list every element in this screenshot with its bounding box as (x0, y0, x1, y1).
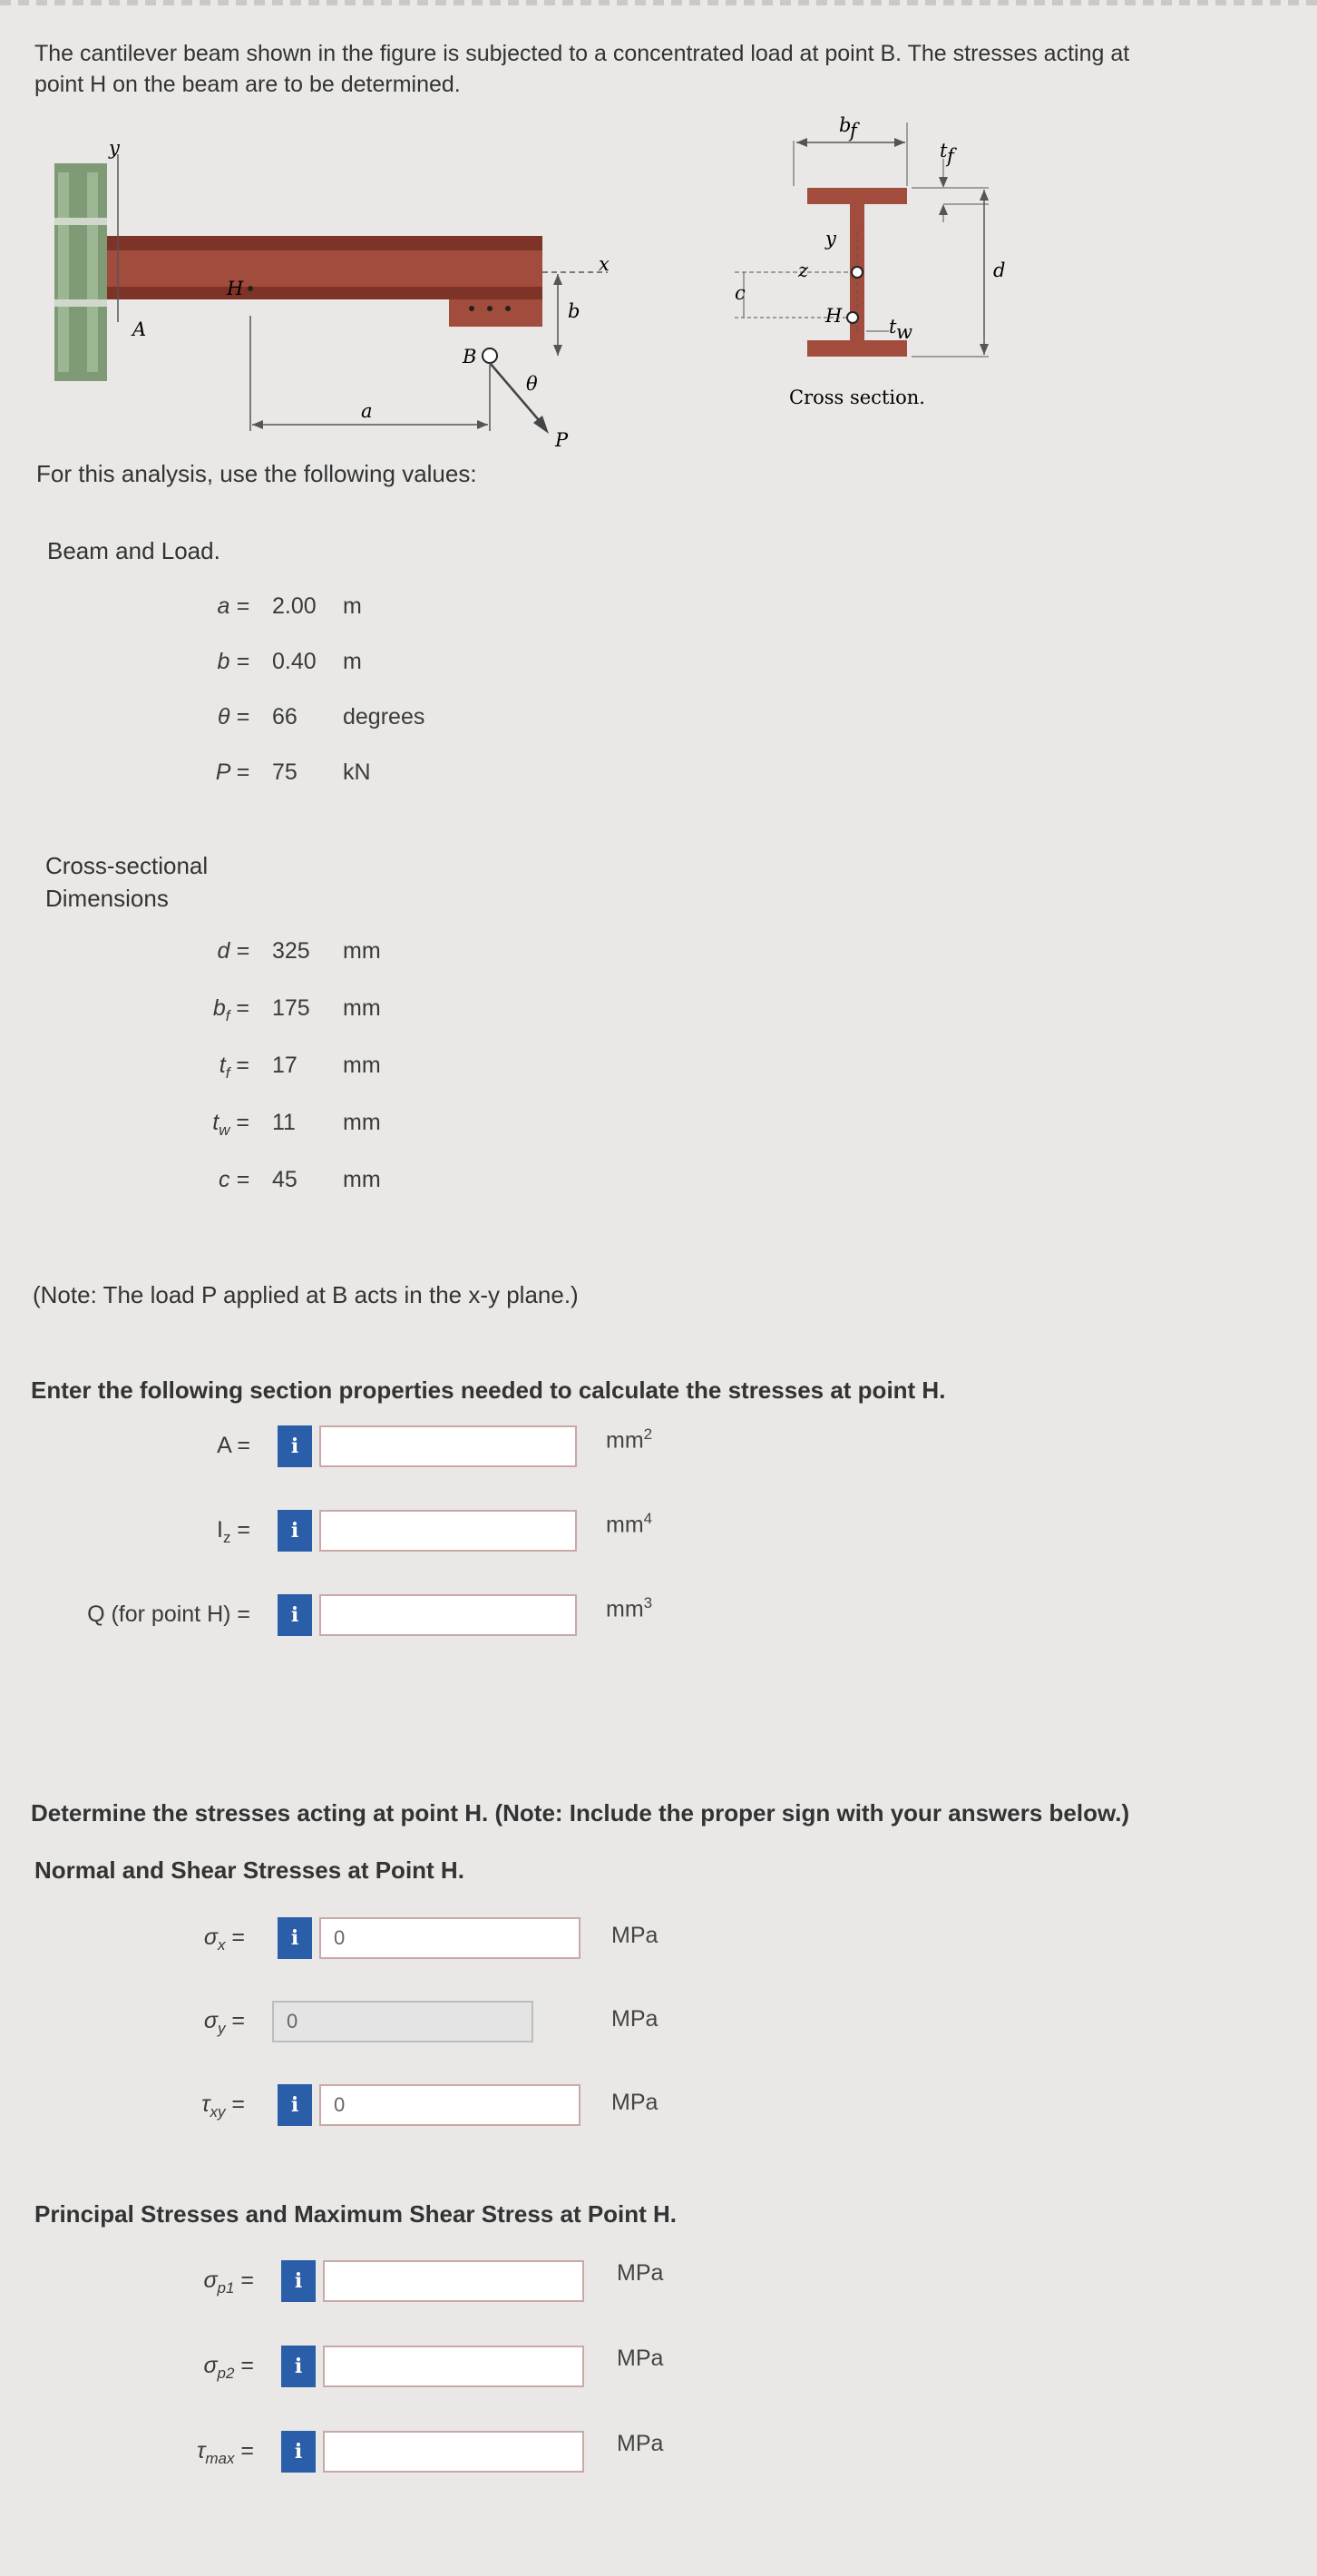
principal-label: $\sigma_{p2}$ = (203, 2353, 254, 2382)
section-prop-unit: $mm^3$ (606, 1594, 653, 1622)
cs-tf: t (940, 140, 948, 162)
section-prop-row (0, 1425, 907, 1471)
cross-dim-row (0, 938, 544, 969)
stress-input: 0 (272, 2001, 533, 2042)
principal-heading: Principal Stresses and Maximum Shear Stress at Point H. (34, 2200, 678, 2228)
use-values-text: For this analysis, use the following values: (36, 460, 477, 487)
section-prop-unit: $mm^2$ (606, 1425, 653, 1454)
section-prop-label: Q (for point H) = (87, 1601, 250, 1627)
stress-label: $\sigma_x$ = (203, 1925, 245, 1954)
section-prop-row (0, 1510, 907, 1555)
info-icon[interactable]: i (278, 1510, 312, 1552)
beam-top-flange (107, 236, 542, 250)
info-icon[interactable]: i (278, 1594, 312, 1636)
stress-unit: MPa (611, 2090, 658, 2115)
fig-label-y: y (109, 137, 120, 159)
principal-unit: MPa (617, 2431, 664, 2456)
cs-caption: Cross section. (789, 387, 925, 408)
fig-label-H: H (227, 278, 244, 299)
principal-label: $\tau_{max}$ = (196, 2438, 254, 2467)
cs-z: z (798, 260, 809, 281)
principal-row (0, 2346, 907, 2391)
stress-input[interactable]: 0 (319, 2084, 580, 2126)
beam-load-unit: m (343, 593, 362, 619)
svg-text:f: f (850, 120, 857, 142)
section-props-heading: Enter the following section properties needed to calculate the stresses at point H. (31, 1376, 946, 1404)
principal-label: $\sigma_{p1}$ = (203, 2267, 254, 2297)
beam-load-value: 2.00 (272, 593, 317, 619)
cross-dim-label: $b_f$ = (212, 995, 249, 1024)
stress-unit: MPa (611, 2006, 658, 2032)
beam-load-unit: degrees (343, 704, 425, 730)
principal-input[interactable] (323, 2260, 584, 2302)
stress-unit: MPa (611, 1923, 658, 1948)
cross-dims-heading: Cross-sectional Dimensions (45, 852, 209, 912)
principal-row (0, 2431, 907, 2476)
cross-dim-value: 45 (272, 1167, 298, 1192)
beam-load-row (0, 649, 544, 680)
stress-row (0, 1917, 907, 1963)
beam-figure (36, 127, 617, 454)
beam-load-heading: Beam and Load. (47, 537, 220, 564)
stress-input[interactable]: 0 (319, 1917, 580, 1959)
section-prop-label: $I_z$ = (217, 1517, 250, 1546)
cross-dim-row (0, 1053, 544, 1083)
info-icon[interactable]: i (278, 1425, 312, 1467)
cross-dim-unit: mm (343, 1167, 381, 1192)
info-icon[interactable]: i (278, 2084, 312, 2126)
cross-dim-value: 11 (272, 1110, 296, 1135)
info-icon[interactable]: i (278, 1917, 312, 1959)
principal-unit: MPa (617, 2346, 664, 2371)
fig-label-a: a (361, 400, 373, 422)
cs-y: y (825, 228, 836, 250)
beam-load-unit: kN (343, 759, 371, 785)
cross-dim-label: c = (218, 1167, 249, 1192)
cross-dim-row (0, 1167, 544, 1198)
principal-input[interactable] (323, 2346, 584, 2387)
beam-load-label: b = (217, 649, 249, 674)
section-prop-input[interactable] (319, 1510, 577, 1552)
cs-bf: b (839, 114, 852, 136)
beam-load-row (0, 704, 544, 735)
info-icon[interactable]: i (281, 2346, 316, 2387)
problem-intro: The cantilever beam shown in the figure is subjected to a concentrated load at point B. The stresses acting at point H on the beam are to be determined. (34, 41, 1130, 97)
load-note: (Note: The load P applied at B acts in the x-y plane.) (33, 1281, 579, 1308)
top-dashed-border (0, 0, 1317, 5)
cross-dim-value: 175 (272, 995, 310, 1021)
info-icon[interactable]: i (281, 2431, 316, 2473)
section-prop-unit: $mm^4$ (606, 1510, 653, 1538)
info-icon[interactable]: i (281, 2260, 316, 2302)
cs-H: H (825, 305, 843, 327)
cs-c: c (735, 282, 746, 304)
stress-label: $\sigma_y$ = (203, 2008, 245, 2037)
section-prop-input[interactable] (319, 1594, 577, 1636)
cross-dim-row (0, 995, 544, 1026)
cross-dim-label: $t_f$ = (219, 1053, 249, 1082)
cross-dim-value: 17 (272, 1053, 298, 1078)
beam-load-unit: m (343, 649, 362, 674)
principal-input[interactable] (323, 2431, 584, 2473)
stresses-heading: Determine the stresses acting at point H. (Note: Include the proper sign with your answers below.) (31, 1799, 1130, 1827)
cross-dim-unit: mm (343, 995, 381, 1021)
stress-row (0, 2001, 907, 2046)
principal-unit: MPa (617, 2260, 664, 2286)
cross-dim-label: d = (217, 938, 249, 964)
beam-load-label: P = (215, 759, 249, 785)
cross-dim-label: $t_w$ = (212, 1110, 249, 1139)
svg-text:f: f (947, 145, 954, 167)
cross-dim-value: 325 (272, 938, 310, 964)
fig-label-x: x (599, 253, 610, 275)
beam-load-label: a = (217, 593, 249, 619)
beam-load-label: θ = (217, 704, 249, 730)
fig-label-theta: θ (526, 373, 538, 395)
cross-dim-unit: mm (343, 1053, 381, 1078)
stress-row (0, 2084, 907, 2130)
fig-label-P: P (555, 429, 569, 451)
section-prop-input[interactable] (319, 1425, 577, 1467)
beam-load-value: 0.40 (272, 649, 317, 674)
beam-load-row (0, 593, 544, 624)
beam-web (107, 250, 542, 287)
svg-text:w: w (896, 321, 912, 343)
cs-d: d (993, 260, 1006, 281)
principal-row (0, 2260, 907, 2306)
cross-dim-unit: mm (343, 1110, 381, 1135)
normal-shear-heading: Normal and Shear Stresses at Point H. (34, 1856, 464, 1884)
beam-load-value: 75 (272, 759, 298, 785)
cross-section-figure (726, 104, 1107, 422)
fig-label-B: B (463, 346, 477, 367)
fig-label-A: A (132, 318, 147, 340)
cross-dim-row (0, 1110, 544, 1141)
fig-label-b: b (568, 300, 580, 322)
cross-dim-unit: mm (343, 938, 381, 964)
beam-load-row (0, 759, 544, 790)
cs-tw: t (889, 316, 897, 338)
beam-load-value: 66 (272, 704, 298, 730)
beam-bottom-flange (107, 287, 542, 299)
section-prop-label: A = (217, 1433, 250, 1458)
stress-label: $\tau_{xy}$ = (201, 2091, 245, 2121)
section-prop-row (0, 1594, 907, 1640)
